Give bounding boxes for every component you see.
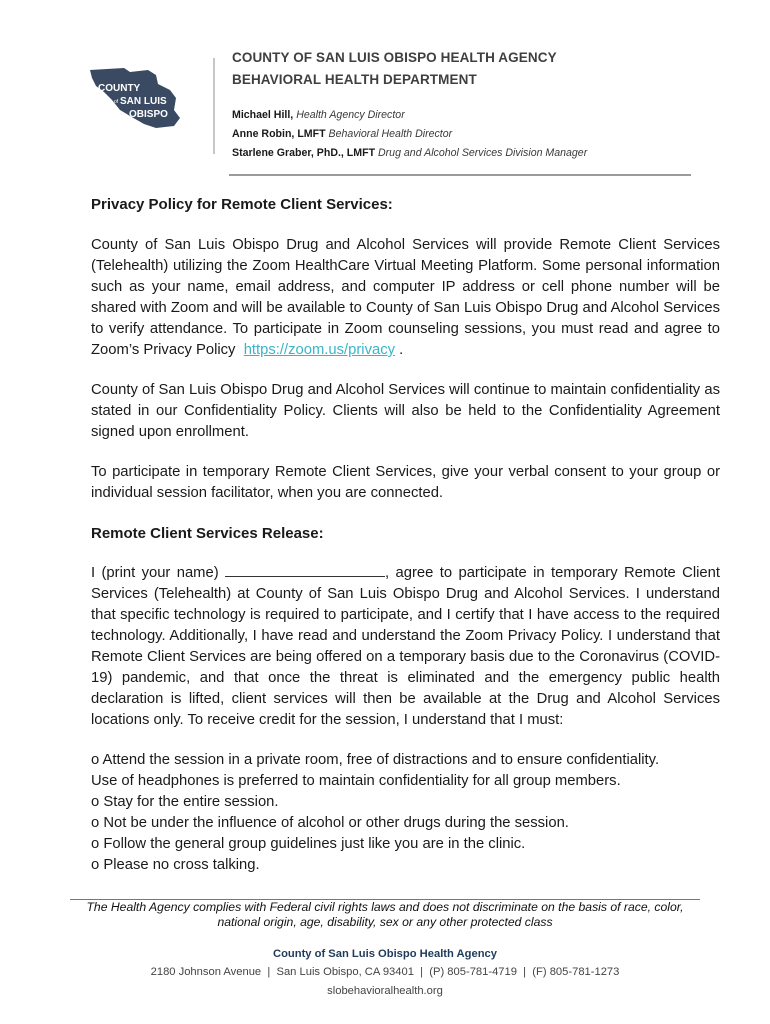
agency-name: COUNTY OF SAN LUIS OBISPO HEALTH AGENCY — [232, 50, 557, 65]
header-vertical-divider — [213, 58, 215, 154]
logo-county-text: COUNTY — [98, 83, 141, 94]
document-body — [91, 194, 720, 876]
letterhead — [232, 47, 702, 163]
logo-obispo-text: OBISPO — [129, 109, 168, 120]
release-intro-pre: I (print your name) — [91, 565, 219, 581]
footer-website[interactable]: slobehavioralhealth.org — [327, 985, 443, 997]
county-logo — [86, 66, 206, 132]
disclaimer-line: The Health Agency complies with Federal civil rights laws and does not discriminate on the basis of race, color, — [86, 900, 684, 914]
staff-line — [232, 106, 702, 125]
list-item: o Attend the session in a private room, free of distractions and to ensure confidentiality. — [91, 752, 660, 768]
footer-org-name: County of San Luis Obispo Health Agency — [273, 948, 497, 960]
name-blank-line[interactable] — [225, 563, 385, 577]
staff-line — [232, 125, 702, 144]
staff-line — [232, 144, 702, 163]
privacy-paragraph-1-text: County of San Luis Obispo Drug and Alcohol Services will provide Remote Client Services (Telehealth) utilizing the Zoom HealthCare Virtual Meeting Platform. Some personal information such as your name, email address, and computer IP address or cell phone number will be shared with Zoom and will be available to County of San Luis Obispo Drug and Alcohol Services to verify attendance. To participate in Zoom counseling sessions, you must read and agree to Zoom’s Privacy Policy — [91, 237, 720, 358]
civil-rights-disclaimer — [40, 900, 730, 930]
privacy-heading: Privacy Policy for Remote Client Services: — [91, 196, 393, 213]
privacy-paragraph-3: To participate in temporary Remote Client Services, give your verbal consent to your group or individual session facilitator, when you are connected. — [91, 464, 720, 501]
list-item: Use of headphones is preferred to maintain confidentiality for all group members. — [91, 773, 621, 789]
staff-list — [232, 106, 702, 163]
staff-title: Health Agency Director — [296, 109, 405, 121]
header-divider — [229, 174, 691, 176]
staff-name: Anne Robin, LMFT — [232, 128, 326, 140]
list-item: o Stay for the entire session. — [91, 794, 279, 810]
privacy-paragraph-1 — [91, 235, 720, 361]
staff-name: Starlene Graber, PhD., LMFT — [232, 147, 376, 159]
disclaimer-line: national origin, age, disability, sex or any other protected class — [217, 915, 553, 929]
release-paragraph — [91, 563, 720, 731]
privacy-paragraph-1-end: . — [399, 342, 404, 358]
staff-title: Drug and Alcohol Services Division Manager — [378, 147, 588, 159]
logo-san-luis-text: SAN LUIS — [120, 96, 167, 107]
privacy-paragraph-2: County of San Luis Obispo Drug and Alcohol Services will continue to maintain confidentiality as stated in our Confidentiality Policy. Clients will also be held to the Confidentiality Agreement signed upon enrollment. — [91, 382, 720, 440]
logo-of-text: of — [114, 99, 119, 105]
list-item: o Please no cross talking. — [91, 857, 260, 873]
footer-address: 2180 Johnson Avenue | San Luis Obispo, CA 93401 | (P) 805-781-4719 | (F) 805-781-1273 — [150, 966, 620, 978]
list-item: o Follow the general group guidelines just like you are in the clinic. — [91, 836, 526, 852]
county-map-logo-icon — [86, 66, 206, 132]
release-intro-post: , agree to participate in temporary Remote Client Services (Telehealth) at County of San Luis Obispo Drug and Alcohol Services. I understand that specific technology is required to participate, and I certify that I have access to the required technology. Additionally, I have read and understand the Zoom Privacy Policy. I understand that Remote Client Services are being offered on a temporary basis due to the Coronavirus (COVID-19) pandemic, and that once the threat is eliminated and the emergency public health declaration is lifted, client services will then be available at the Drug and Alcohol Services locations only. To receive credit for the session, I understand that I must: — [91, 565, 720, 728]
zoom-privacy-link[interactable]: https://zoom.us/privacy — [243, 342, 396, 358]
staff-name: Michael Hill, — [232, 109, 294, 121]
department-name: BEHAVIORAL HEALTH DEPARTMENT — [232, 72, 477, 87]
list-item: o Not be under the influence of alcohol or other drugs during the session. — [91, 815, 569, 831]
staff-title: Behavioral Health Director — [328, 128, 453, 140]
release-heading: Remote Client Services Release: — [91, 525, 324, 542]
